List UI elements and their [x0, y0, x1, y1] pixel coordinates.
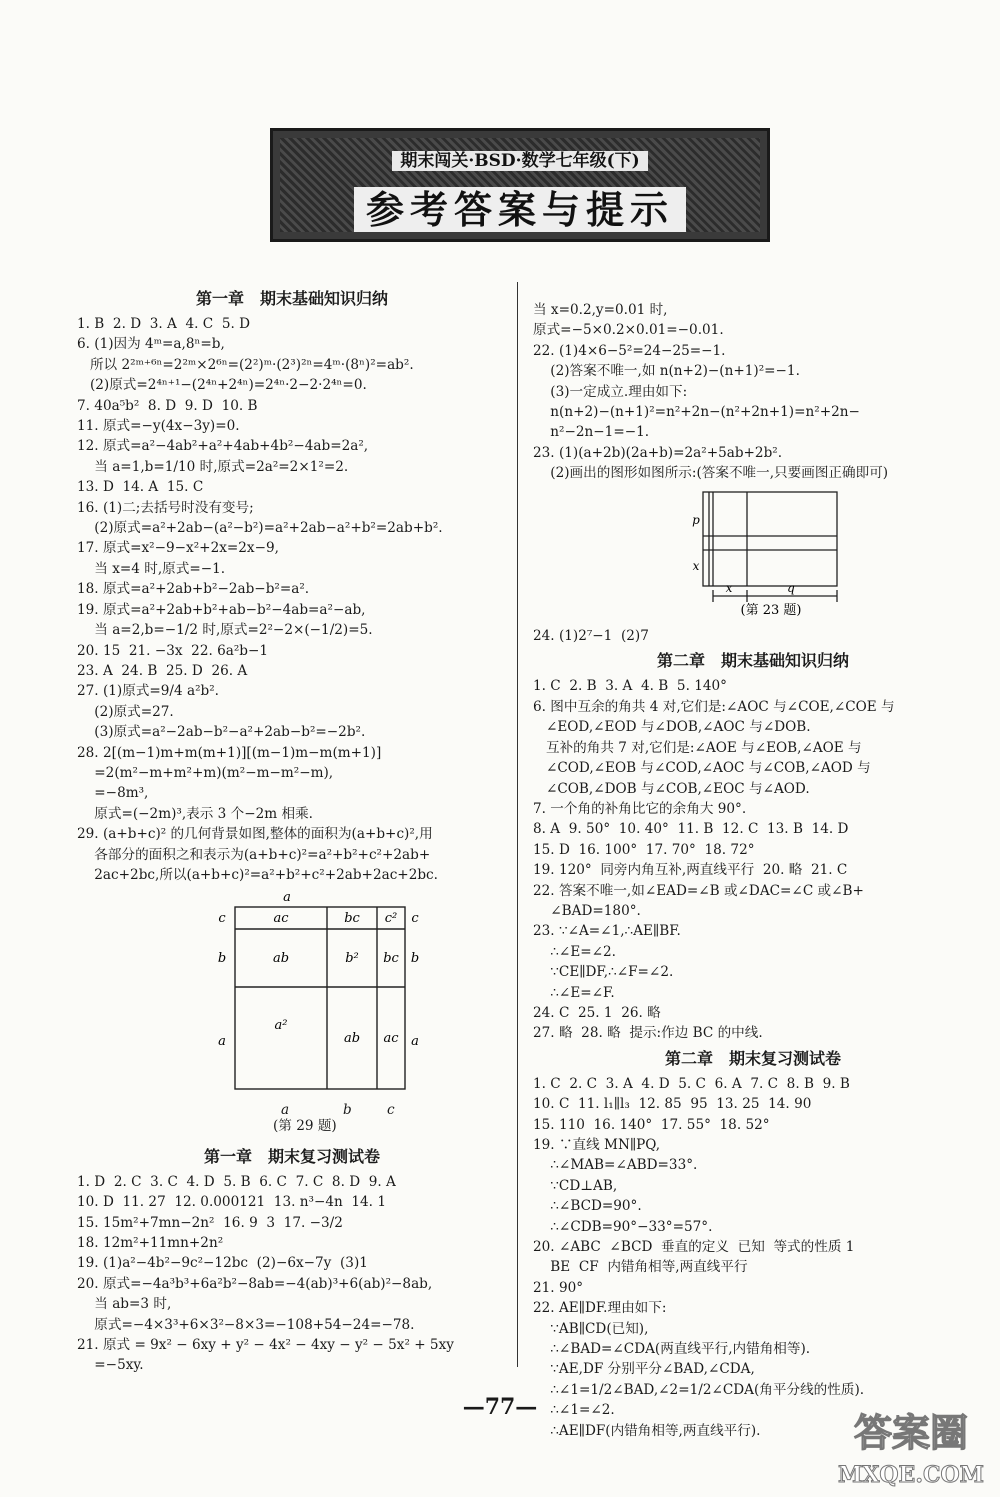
section-heading: 第二章 期末基础知识归纳 — [656, 651, 849, 671]
answer-list — [533, 676, 973, 1043]
side-label: c — [218, 911, 226, 927]
answer-line: (3)一定成立.理由如下: — [533, 383, 688, 400]
answer-line: ∴∠CDB=90°−33°=57°. — [533, 1218, 713, 1235]
answer-line: ∴∠1=∠2. — [533, 1402, 615, 1419]
cell-label: c² — [384, 911, 398, 927]
answer-line: =2(m²−m+m²+m)(m²−m−m²−m), — [77, 764, 334, 781]
answer-line: 20. ∠ABC ∠BCD 垂直的定义 已知 等式的性质 1 — [533, 1239, 855, 1256]
answer-line: ∵CD⊥AB, — [533, 1177, 618, 1194]
answer-line: 20. 原式=−4a³b³+6a²b²−8ab=−4(ab)³+6(ab)²−8ab, — [77, 1275, 433, 1292]
answer-line: 27. 略 28. 略 提示:作边 BC 的中线. — [533, 1025, 763, 1042]
answer-line: ∠BAD=180°. — [533, 902, 641, 919]
figure-23-diagram — [533, 488, 973, 616]
answer-line: 24. C 25. 1 26. 略 — [533, 1004, 661, 1021]
answer-line: 19. (1)a²−4b²−9c²−12bc (2)−6x−7y (3)1 — [77, 1255, 368, 1272]
answer-list — [77, 1172, 507, 1376]
answer-line: 28. 2[(m−1)m+m(m+1)][(m−1)m−m(m+1)] — [77, 744, 382, 761]
answer-line: 21. 90° — [533, 1279, 584, 1296]
answer-line: (2)答案不唯一,如 n(n+2)−(n+1)²=−1. — [533, 363, 800, 380]
side-label: x — [692, 558, 700, 573]
answer-line: 1. D 2. C 3. C 4. D 5. B 6. C 7. C 8. D 9. A — [77, 1173, 396, 1190]
answer-line: ∵CE∥DF,∴∠F=∠2. — [533, 964, 674, 981]
left-column — [77, 284, 507, 1376]
answer-line: n²−2n−1=−1. — [533, 424, 650, 441]
bottom-label: q — [787, 580, 795, 595]
answer-line: 18. 原式=a²+2ab+b²−2ab−b²=a². — [77, 581, 310, 598]
answer-line: (2)画出的图形如图所示:(答案不唯一,只要画图正确即可) — [533, 465, 889, 482]
answer-line: 当 ab=3 时, — [77, 1296, 172, 1313]
right-column — [533, 300, 973, 1441]
answer-line: ∴∠E=∠2. — [533, 943, 616, 960]
answer-line: 22. 答案不唯一,如∠EAD=∠B 或∠DAC=∠C 或∠B+ — [533, 882, 864, 899]
answer-line: 13. D 14. A 15. C — [77, 479, 204, 496]
answer-list — [533, 1074, 973, 1441]
page-number: —77— — [462, 1394, 538, 1420]
answer-line: 10. C 11. l₁∥l₃ 12. 85 95 13. 25 14. 90 — [533, 1096, 812, 1113]
fig29-bottom — [77, 1101, 507, 1140]
answer-line: 1. C 2. C 3. A 4. D 5. C 6. A 7. C 8. B 9. B — [533, 1075, 850, 1092]
answer-line: 各部分的面积之和表示为(a+b+c)²=a²+b²+c²+2ab+ — [77, 846, 431, 863]
answer-line: 27. (1)原式=9/4 a²b². — [77, 683, 219, 700]
answer-line: 当 x=0.2,y=0.01 时, — [533, 302, 668, 318]
section-heading: 第一章 期末复习测试卷 — [203, 1146, 380, 1166]
answer-line: 22. AE∥DF.理由如下: — [533, 1300, 667, 1317]
answer-line: (2)原式=2⁴ⁿ⁺¹−(2⁴ⁿ+2⁴ⁿ)=2⁴ⁿ·2−2·2⁴ⁿ=0. — [77, 377, 367, 394]
answer-line: 11. 原式=−y(4x−3y)=0. — [77, 418, 240, 435]
answer-line: ∴∠MAB=∠ABD=33°. — [533, 1157, 698, 1174]
answer-list — [533, 626, 973, 646]
answer-line: ∴∠BAD=∠CDA(两直线平行,内错角相等). — [533, 1341, 811, 1358]
cell-label: a² — [274, 1018, 288, 1034]
fig23-grid — [703, 492, 837, 602]
section-heading: 第一章 期末基础知识归纳 — [195, 289, 388, 308]
answer-line: 16. (1)二;去括号时没有变号; — [77, 499, 254, 516]
fig29-grid — [235, 907, 405, 1089]
side-label: a — [411, 1034, 419, 1050]
answer-line: 20. 15 21. −3x 22. 6a²b−1 — [77, 642, 269, 659]
answer-line: =−8m³, — [77, 785, 149, 802]
banner-title: 参考答案与提示 — [273, 179, 767, 234]
answer-line: 21. 原式 = 9x² − 6xy + y² − 4x² − 4xy − y² − 5x² + 5xy — [77, 1337, 454, 1354]
answer-list — [533, 300, 973, 484]
cell-label: ac — [273, 911, 289, 927]
answer-line: 原式=−4×3³+6×3²−8×3=−108+54−24=−78. — [77, 1316, 415, 1333]
answer-line: 23. (1)(a+2b)(2a+b)=2a²+5ab+2b². — [533, 444, 783, 461]
answer-line: 6. (1)因为 4ᵐ=a,8ⁿ=b, — [77, 336, 225, 353]
answer-line: 当 a=2,b=−1/2 时,原式=2²−2×(−1/2)=5. — [77, 622, 373, 639]
answer-line: 8. A 9. 50° 10. 40° 11. B 12. C 13. B 14. D — [533, 821, 849, 838]
figure-caption: (第 29 题) — [273, 1117, 337, 1134]
answer-line: 15. 15m²+7mn−2n² 16. 9 3 17. −3/2 — [77, 1214, 343, 1231]
answer-line: 6. 图中互余的角共 4 对,它们是:∠AOC 与∠COE,∠COE 与 — [533, 698, 895, 715]
bottom-label: a — [281, 1101, 290, 1118]
answer-line: ∴∠BCD=90°. — [533, 1198, 642, 1215]
fig23-labels — [692, 513, 795, 595]
answer-line: 19. 原式=a²+2ab+b²+ab−b²−4ab=a²−ab, — [77, 601, 366, 618]
answer-line: 19. 120° 同旁内角互补,两直线平行 20. 略 21. C — [533, 862, 848, 879]
answer-line: ∵AB∥CD(已知), — [533, 1320, 649, 1337]
answer-line: 15. D 16. 100° 17. 70° 18. 72° — [533, 841, 755, 858]
answer-line: 7. 40a⁵b² 8. D 9. D 10. B — [77, 397, 258, 414]
answer-line: =−5xy. — [77, 1357, 144, 1374]
side-label: b — [217, 951, 227, 967]
answer-line: 22. (1)4×6−5²=24−25=−1. — [533, 342, 726, 359]
section-heading: 第二章 期末复习测试卷 — [664, 1048, 841, 1068]
answer-line: 23. A 24. B 25. D 26. A — [77, 662, 248, 679]
answer-line: ∵AE,DF 分别平分∠BAD,∠CDA, — [533, 1361, 755, 1378]
bottom-label: c — [387, 1101, 395, 1118]
cell-label: ab — [343, 1031, 361, 1047]
answer-line: 10. D 11. 27 12. 0.000121 13. n³−4n 14. 1 — [77, 1194, 386, 1211]
side-label: c — [411, 911, 419, 927]
answer-line: BE CF 内错角相等,两直线平行 — [533, 1259, 748, 1276]
column-divider — [517, 282, 518, 1367]
answer-line: 原式=(−2m)³,表示 3 个−2m 相乘. — [77, 805, 313, 822]
side-label: a — [218, 1034, 226, 1050]
answer-line: 17. 原式=x²−9−x²+2x=2x−9, — [77, 540, 279, 557]
side-label: b — [410, 951, 420, 967]
cell-label: ac — [383, 1031, 399, 1047]
fig29-cells — [273, 911, 400, 1046]
answer-line: 24. (1)2⁷−1 (2)7 — [533, 628, 649, 645]
answer-line: 当 a=1,b=1/10 时,原式=2a²=2×1²=2. — [77, 458, 349, 475]
answer-line: 当 x=4 时,原式=−1. — [77, 560, 226, 577]
banner-subtitle: 期末闯关·BSD·数学七年级(下) — [273, 146, 767, 171]
answer-line: 18. 12m²+11mn+2n² — [77, 1235, 224, 1251]
answer-line: 2ac+2bc,所以(a+b+c)²=a²+b²+c²+2ab+2ac+2bc. — [77, 866, 438, 883]
watermark-text-bottom: MXQE.COM — [837, 1462, 985, 1488]
answer-line: ∠EOD,∠EOD 与∠DOB,∠AOC 与∠DOB. — [533, 719, 811, 736]
answer-line: 29. (a+b+c)² 的几何背景如图,整体的面积为(a+b+c)²,用 — [77, 826, 433, 843]
side-label: p — [692, 512, 700, 527]
watermark-text-top: 答案圈 — [853, 1410, 969, 1455]
answer-line: ∴∠1=1/2∠BAD,∠2=1/2∠CDA(角平分线的性质). — [533, 1381, 865, 1398]
fig29-side-labels — [218, 911, 420, 1049]
answer-line: 所以 2²ᵐ⁺⁶ⁿ=2²ᵐ×2⁶ⁿ=(2²)ᵐ·(2³)²ⁿ=4ᵐ·(8ⁿ)²=ab². — [77, 356, 414, 373]
title-banner — [270, 128, 770, 242]
answer-line: 15. 110 16. 140° 17. 55° 18. 52° — [533, 1116, 770, 1133]
bottom-label: b — [343, 1101, 352, 1118]
cell-label: b² — [345, 951, 359, 967]
answer-line: ∠COB,∠DOB 与∠COB,∠EOC 与∠AOD. — [533, 780, 810, 797]
answer-line: ∴∠E=∠F. — [533, 984, 615, 1001]
answer-line: 23. ∵∠A=∠1,∴AE∥BF. — [533, 923, 681, 940]
fig29-top-label: a — [283, 890, 291, 906]
figure-caption: (第 23 题) — [740, 602, 802, 616]
answer-line: (2)原式=a²+2ab−(a²−b²)=a²+2ab−a²+b²=2ab+b². — [77, 520, 443, 537]
answer-line: 19. ∵直线 MN∥PQ, — [533, 1137, 661, 1153]
answer-line: 12. 原式=a²−4ab²+a²+4ab+4b²−4ab=2a², — [77, 438, 369, 455]
answer-line: 7. 一个角的补角比它的余角大 90°. — [533, 800, 747, 817]
answer-line: (2)原式=27. — [77, 703, 174, 720]
answer-line: n(n+2)−(n+1)²=n²+2n−(n²+2n+1)=n²+2n− — [533, 404, 860, 421]
answer-line: ∠COD,∠EOB 与∠COD,∠AOC 与∠COB,∠AOD 与 — [533, 760, 871, 777]
answer-line: 互补的角共 7 对,它们是:∠AOE 与∠EOB,∠AOE 与 — [533, 739, 862, 756]
cell-label: bc — [344, 911, 360, 927]
answer-line: (3)原式=a²−2ab−b²−a²+2ab−b²=−2b². — [77, 724, 366, 741]
answer-line: 原式=−5×0.2×0.01=−0.01. — [533, 322, 724, 339]
answer-line: 1. C 2. B 3. A 4. B 5. 140° — [533, 678, 727, 695]
answer-line: 1. B 2. D 3. A 4. C 5. D — [77, 316, 251, 332]
figure-29-diagram — [77, 889, 507, 1099]
answer-list — [77, 314, 507, 885]
figure-29 — [77, 889, 507, 1139]
bottom-label: x — [725, 580, 733, 595]
figure-23 — [533, 488, 973, 622]
cell-label: ab — [272, 951, 290, 967]
watermark-logo — [826, 1402, 996, 1490]
cell-label: bc — [383, 951, 399, 967]
answer-line: ∴AE∥DF(内错角相等,两直线平行). — [533, 1422, 761, 1439]
